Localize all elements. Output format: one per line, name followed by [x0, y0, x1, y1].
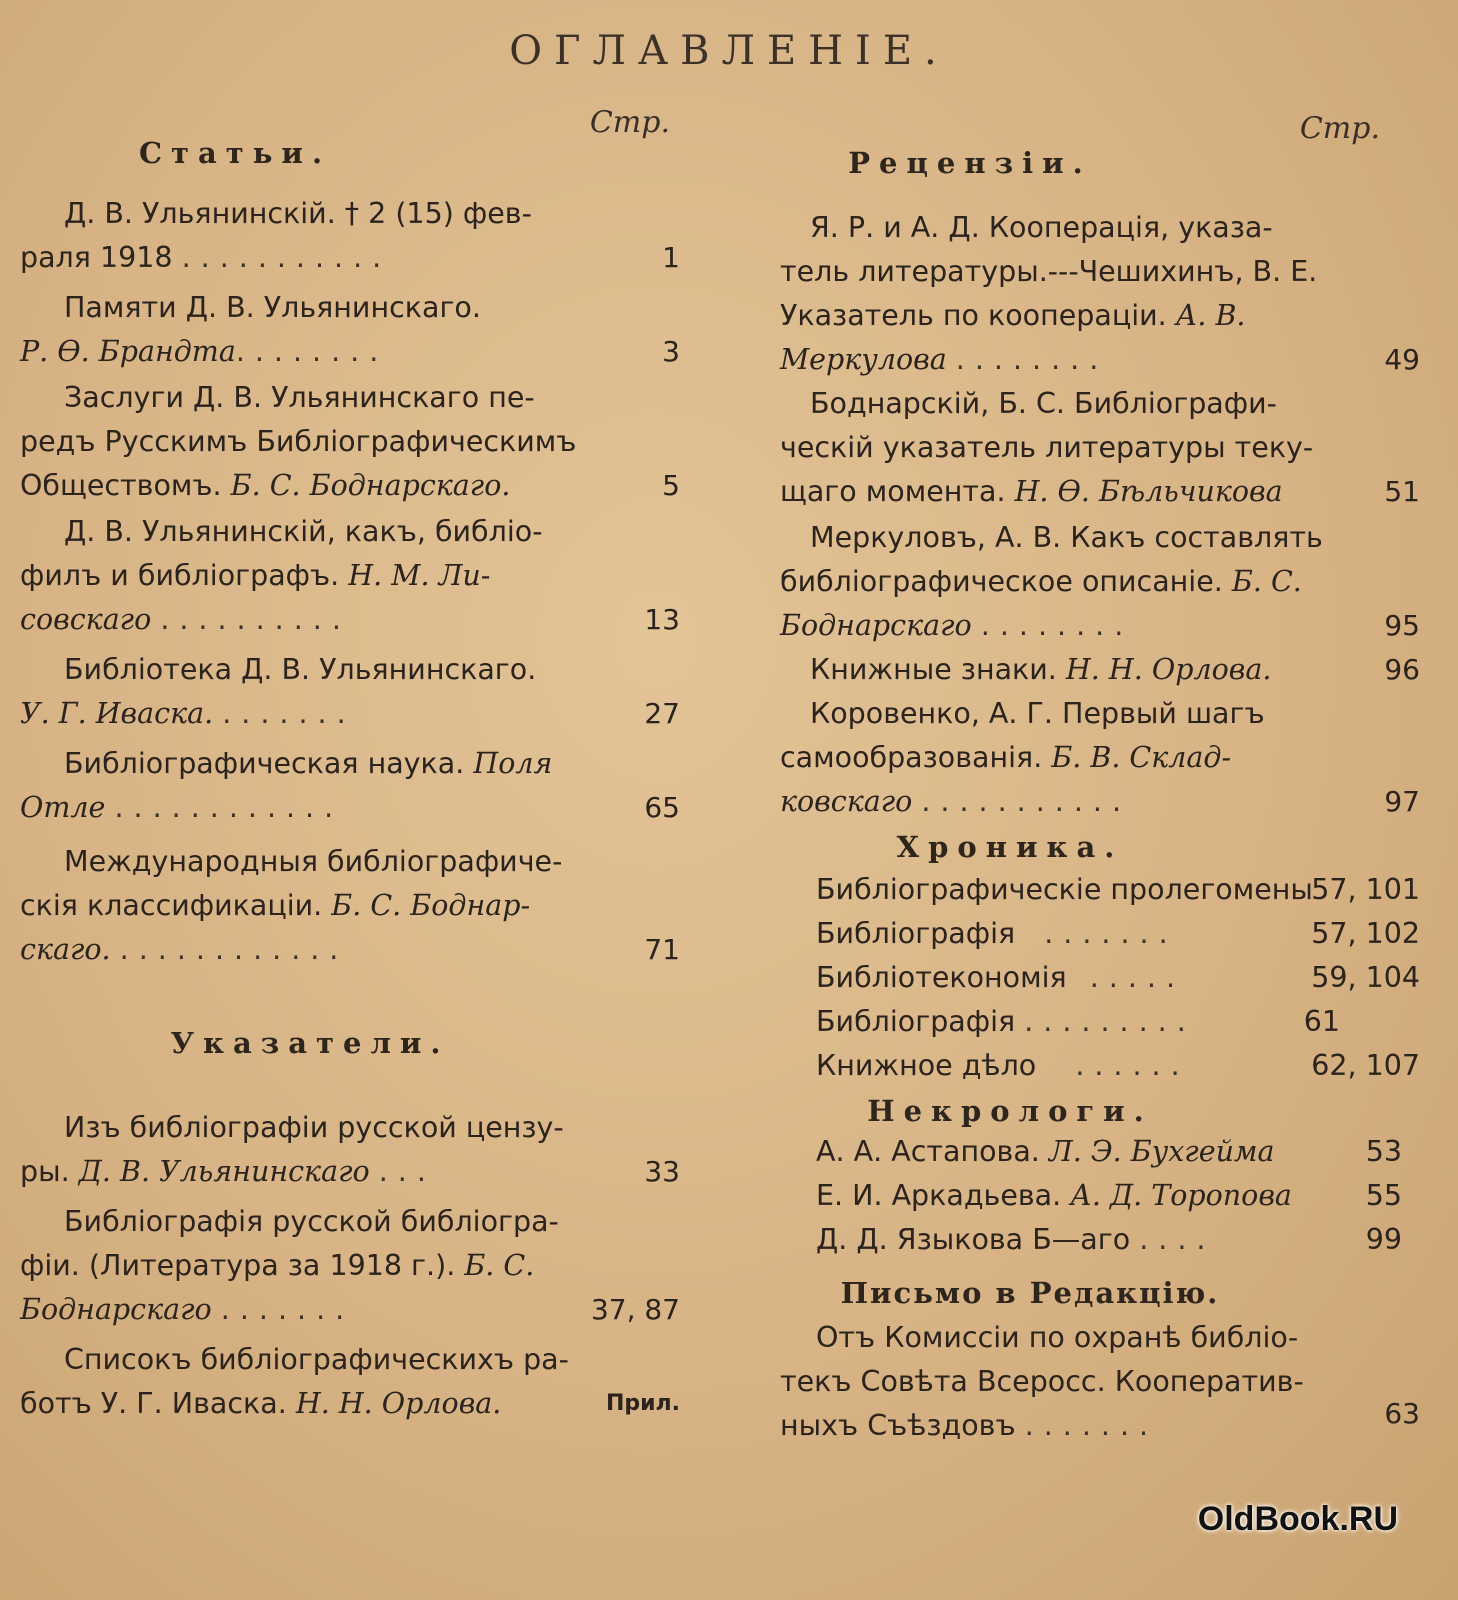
entry-author: Боднарскаго	[20, 1293, 212, 1326]
entry-author: Б. С. Боднарскаго.	[230, 469, 511, 502]
entry-author: Н. Ѳ. Бѣльчикова	[1014, 475, 1283, 508]
entry-line: Библіографическая наука.	[64, 747, 465, 780]
entry-page-number: 59, 104	[1311, 961, 1420, 994]
entry-page-number: 53	[1365, 1135, 1402, 1168]
toc-entry[interactable]	[20, 376, 680, 508]
left-column	[20, 105, 680, 1426]
entry-line: Отъ Комиссіи по охранѣ библіо-	[816, 1321, 1299, 1354]
entry-page-number: 27	[644, 697, 680, 730]
entry-author: Н. Н. Орлова.	[295, 1387, 502, 1420]
entry-author: Б. В. Склад-	[1051, 741, 1232, 774]
toc-entry[interactable]: Библіотекономія ..... 59, 104	[780, 956, 1420, 1000]
entry-author: Б. С. Боднар-	[331, 889, 531, 922]
entry-line: библіографическое описаніе.	[780, 565, 1223, 598]
entry-line: Списокъ библіографическихъ ра-	[64, 1343, 569, 1376]
entry-label: Библіотекономія	[816, 961, 1067, 994]
toc-entry[interactable]: Международныя библіографиче- скія классификаціи. Б. С. Боднар- скаго. ............ 71	[20, 840, 680, 972]
watermark-logo: OldBook.RU	[1197, 1500, 1398, 1538]
entry-label: Библіографія	[816, 917, 1016, 950]
entry-line: Обществомъ.	[20, 469, 222, 502]
entry-page-number: 97	[1384, 785, 1420, 818]
entry-line: Боднарскій, Б. С. Библіографи-	[810, 387, 1277, 420]
entry-line: Д. В. Ульянинскій, какъ, библіо-	[64, 515, 543, 548]
entry-page-number: 13	[644, 603, 680, 636]
entry-line: Коровенко, А. Г. Первый шагъ	[810, 697, 1265, 730]
section-heading-indexes: Указатели.	[170, 1026, 450, 1060]
toc-entry[interactable]: Библіографія русской библіогра- фіи. (Литература за 1918 г.). Б. С. Боднарскаго ....... 37, 87	[20, 1200, 680, 1332]
entry-line: Изъ библіографіи русской цензу-	[64, 1111, 564, 1144]
entry-page-number: 37, 87	[590, 1293, 680, 1326]
entry-page-number: 61	[1303, 1005, 1340, 1038]
entry-line: Заслуги Д. В. Ульянинскаго пе-	[64, 381, 535, 414]
entry-author: А. В.	[1175, 299, 1246, 332]
entry-label: Книжное дѣло	[816, 1049, 1037, 1082]
section-heading-obituaries: Некрологи.	[867, 1094, 1153, 1128]
chronicle-list	[780, 868, 1420, 1088]
entry-author: Н. М. Ли-	[348, 559, 491, 592]
entry-page-number: 55	[1365, 1179, 1402, 1212]
section-heading-reviews: Рецензіи.	[848, 146, 1092, 180]
entry-line: Я. Р. и А. Д. Кооперація, указа-	[810, 211, 1273, 244]
entry-author: совскаго	[20, 603, 152, 636]
toc-entry[interactable]: Библіографическая наука. Поля Отле ............ 65	[20, 742, 680, 830]
toc-entry[interactable]: Меркуловъ, А. В. Какъ составлять библіографическое описаніе. Б. С. Боднарскаго ........ 95	[780, 516, 1420, 648]
page-column-header: Стр.	[589, 105, 670, 140]
entry-line: скія классификаціи.	[20, 889, 323, 922]
entry-line: ныхъ Съѣздовъ	[780, 1409, 1016, 1442]
obituary-list	[780, 1130, 1420, 1262]
entry-page-number: 65	[644, 791, 680, 824]
entry-label: Библіографія	[816, 1005, 1016, 1038]
toc-entry[interactable]: Памяти Д. В. Ульянинскаго. Р. Ѳ. Брандта........ 3	[20, 286, 680, 374]
entry-line: ботъ У. Г. Иваска.	[20, 1387, 287, 1420]
toc-entry[interactable]: Д. В. Ульянинскій. † 2 (15) фев- раля 1918 ........... 1	[20, 192, 680, 280]
entry-line: Меркуловъ, А. В. Какъ составлять	[810, 521, 1323, 554]
entry-author: Д. В. Ульянинскаго	[78, 1155, 370, 1188]
entry-author: Меркулова	[780, 343, 947, 376]
page-title: ОГЛАВЛЕНІЕ.	[509, 28, 949, 74]
entry-line: редъ Русскимъ Библіографическимъ	[20, 425, 577, 458]
entry-line: ческій указатель литературы теку-	[780, 431, 1314, 464]
entry-label: Е. И. Аркадьева.	[816, 1179, 1062, 1212]
entry-line: Библіотека Д. В. Ульянинскаго.	[64, 653, 537, 686]
entry-line: Книжные знаки.	[810, 653, 1057, 686]
entry-page-number: 3	[662, 335, 680, 368]
entry-page-number: Прил.	[605, 1391, 680, 1416]
toc-entry[interactable]: Отъ Комиссіи по охранѣ библіо- текъ Совѣта Всеросс. Кооператив- ныхъ Съѣздовъ ....... 63	[780, 1316, 1420, 1448]
entry-page-number: 57, 101	[1311, 873, 1420, 906]
entry-author: Н. Н. Орлова.	[1065, 653, 1272, 686]
entry-label: Д. Д. Языкова Б—аго	[816, 1223, 1131, 1256]
entry-author: У. Г. Иваска.	[20, 697, 214, 730]
toc-entry[interactable]	[780, 868, 1420, 912]
toc-entry[interactable]	[780, 1174, 1420, 1218]
entry-line: Библіографія русской библіогра-	[64, 1205, 559, 1238]
entry-page-number: 62, 107	[1311, 1049, 1420, 1082]
entry-page-number: 57, 102	[1311, 917, 1420, 950]
entry-line: текъ Совѣта Всеросс. Кооператив-	[780, 1365, 1304, 1398]
toc-entry[interactable]	[780, 648, 1420, 692]
section-heading-chronicle: Хроника.	[896, 830, 1124, 864]
entry-page-number: 5	[662, 469, 680, 502]
toc-entry[interactable]: Книжное дѣло ...... 62, 107	[780, 1044, 1420, 1088]
toc-entry[interactable]: Библіографія ......... 61	[780, 1000, 1420, 1044]
entry-line: щаго момента.	[780, 475, 1006, 508]
page-column-header: Стр.	[1299, 111, 1380, 146]
entry-author: Б. С.	[464, 1249, 535, 1282]
entry-label: А. А. Астапова.	[816, 1135, 1040, 1168]
toc-entry[interactable]	[780, 382, 1420, 514]
entry-label: Библіографическіе пролегомены	[816, 873, 1313, 906]
toc-entry[interactable]	[780, 1130, 1420, 1174]
entry-line: Международныя библіографиче-	[64, 845, 563, 878]
entry-line: Памяти Д. В. Ульянинскаго.	[64, 291, 481, 324]
entry-page-number: 49	[1384, 343, 1420, 376]
entry-line: Д. В. Ульянинскій. † 2 (15) фев-	[64, 197, 532, 230]
entry-author: Поля	[473, 747, 553, 780]
toc-entry[interactable]: Библіотека Д. В. Ульянинскаго. У. Г. Иваска. ....... 27	[20, 648, 680, 736]
entry-author: Б. С.	[1231, 565, 1302, 598]
entry-author: Р. Ѳ. Брандта	[20, 335, 236, 368]
toc-entry[interactable]: Библіографія ....... 57, 102	[780, 912, 1420, 956]
entry-author: Отле	[20, 791, 106, 824]
entry-page-number: 51	[1384, 475, 1420, 508]
entry-page-number: 99	[1365, 1223, 1402, 1256]
entry-line: ры.	[20, 1155, 70, 1188]
section-heading-letter: Письмо в Редакцію.	[840, 1276, 1220, 1310]
toc-entry[interactable]	[20, 1338, 680, 1426]
toc-entry[interactable]: Я. Р. и А. Д. Кооперація, указа- тель литературы.---Чешихинъ, В. Е. Указатель по коопераціи. А. В. Меркулова ........ 49	[780, 206, 1420, 382]
entry-author: скаго.	[20, 933, 111, 966]
entry-page-number: 71	[644, 933, 680, 966]
entry-line: раля 1918	[20, 241, 173, 274]
entry-page-number: 63	[1384, 1397, 1420, 1430]
section-heading-articles: Статьи.	[138, 136, 332, 170]
entry-page-number: 96	[1384, 653, 1420, 686]
entry-author: Л. Э. Бухгейма	[1048, 1135, 1275, 1168]
toc-entry[interactable]: Коровенко, А. Г. Первый шагъ самообразованія. Б. В. Склад- ковскаго ........... 97	[780, 692, 1420, 824]
toc-entry[interactable]: Д. Д. Языкова Б—аго .... 99	[780, 1218, 1420, 1262]
entry-line: тель литературы.---Чешихинъ, В. Е.	[780, 255, 1318, 288]
entry-page-number: 1	[662, 241, 680, 274]
entry-author: ковскаго	[780, 785, 913, 818]
entry-line: филъ и библіографъ.	[20, 559, 340, 592]
entry-line: фіи. (Литература за 1918 г.).	[20, 1249, 456, 1282]
entry-author: А. Д. Торопова	[1070, 1179, 1292, 1212]
entry-line: Указатель по коопераціи.	[780, 299, 1167, 332]
toc-entry[interactable]: Д. В. Ульянинскій, какъ, библіо- филъ и библіографъ. Н. М. Ли- совскаго .......... 13	[20, 510, 680, 642]
toc-entry[interactable]: Изъ библіографіи русской цензу- ры. Д. В. Ульянинскаго ... 33	[20, 1106, 680, 1194]
entry-page-number: 95	[1384, 609, 1420, 642]
entry-page-number: 33	[644, 1155, 680, 1188]
entry-author: Боднарскаго	[780, 609, 972, 642]
entry-line: самообразованія.	[780, 741, 1043, 774]
right-column	[780, 108, 1420, 1448]
